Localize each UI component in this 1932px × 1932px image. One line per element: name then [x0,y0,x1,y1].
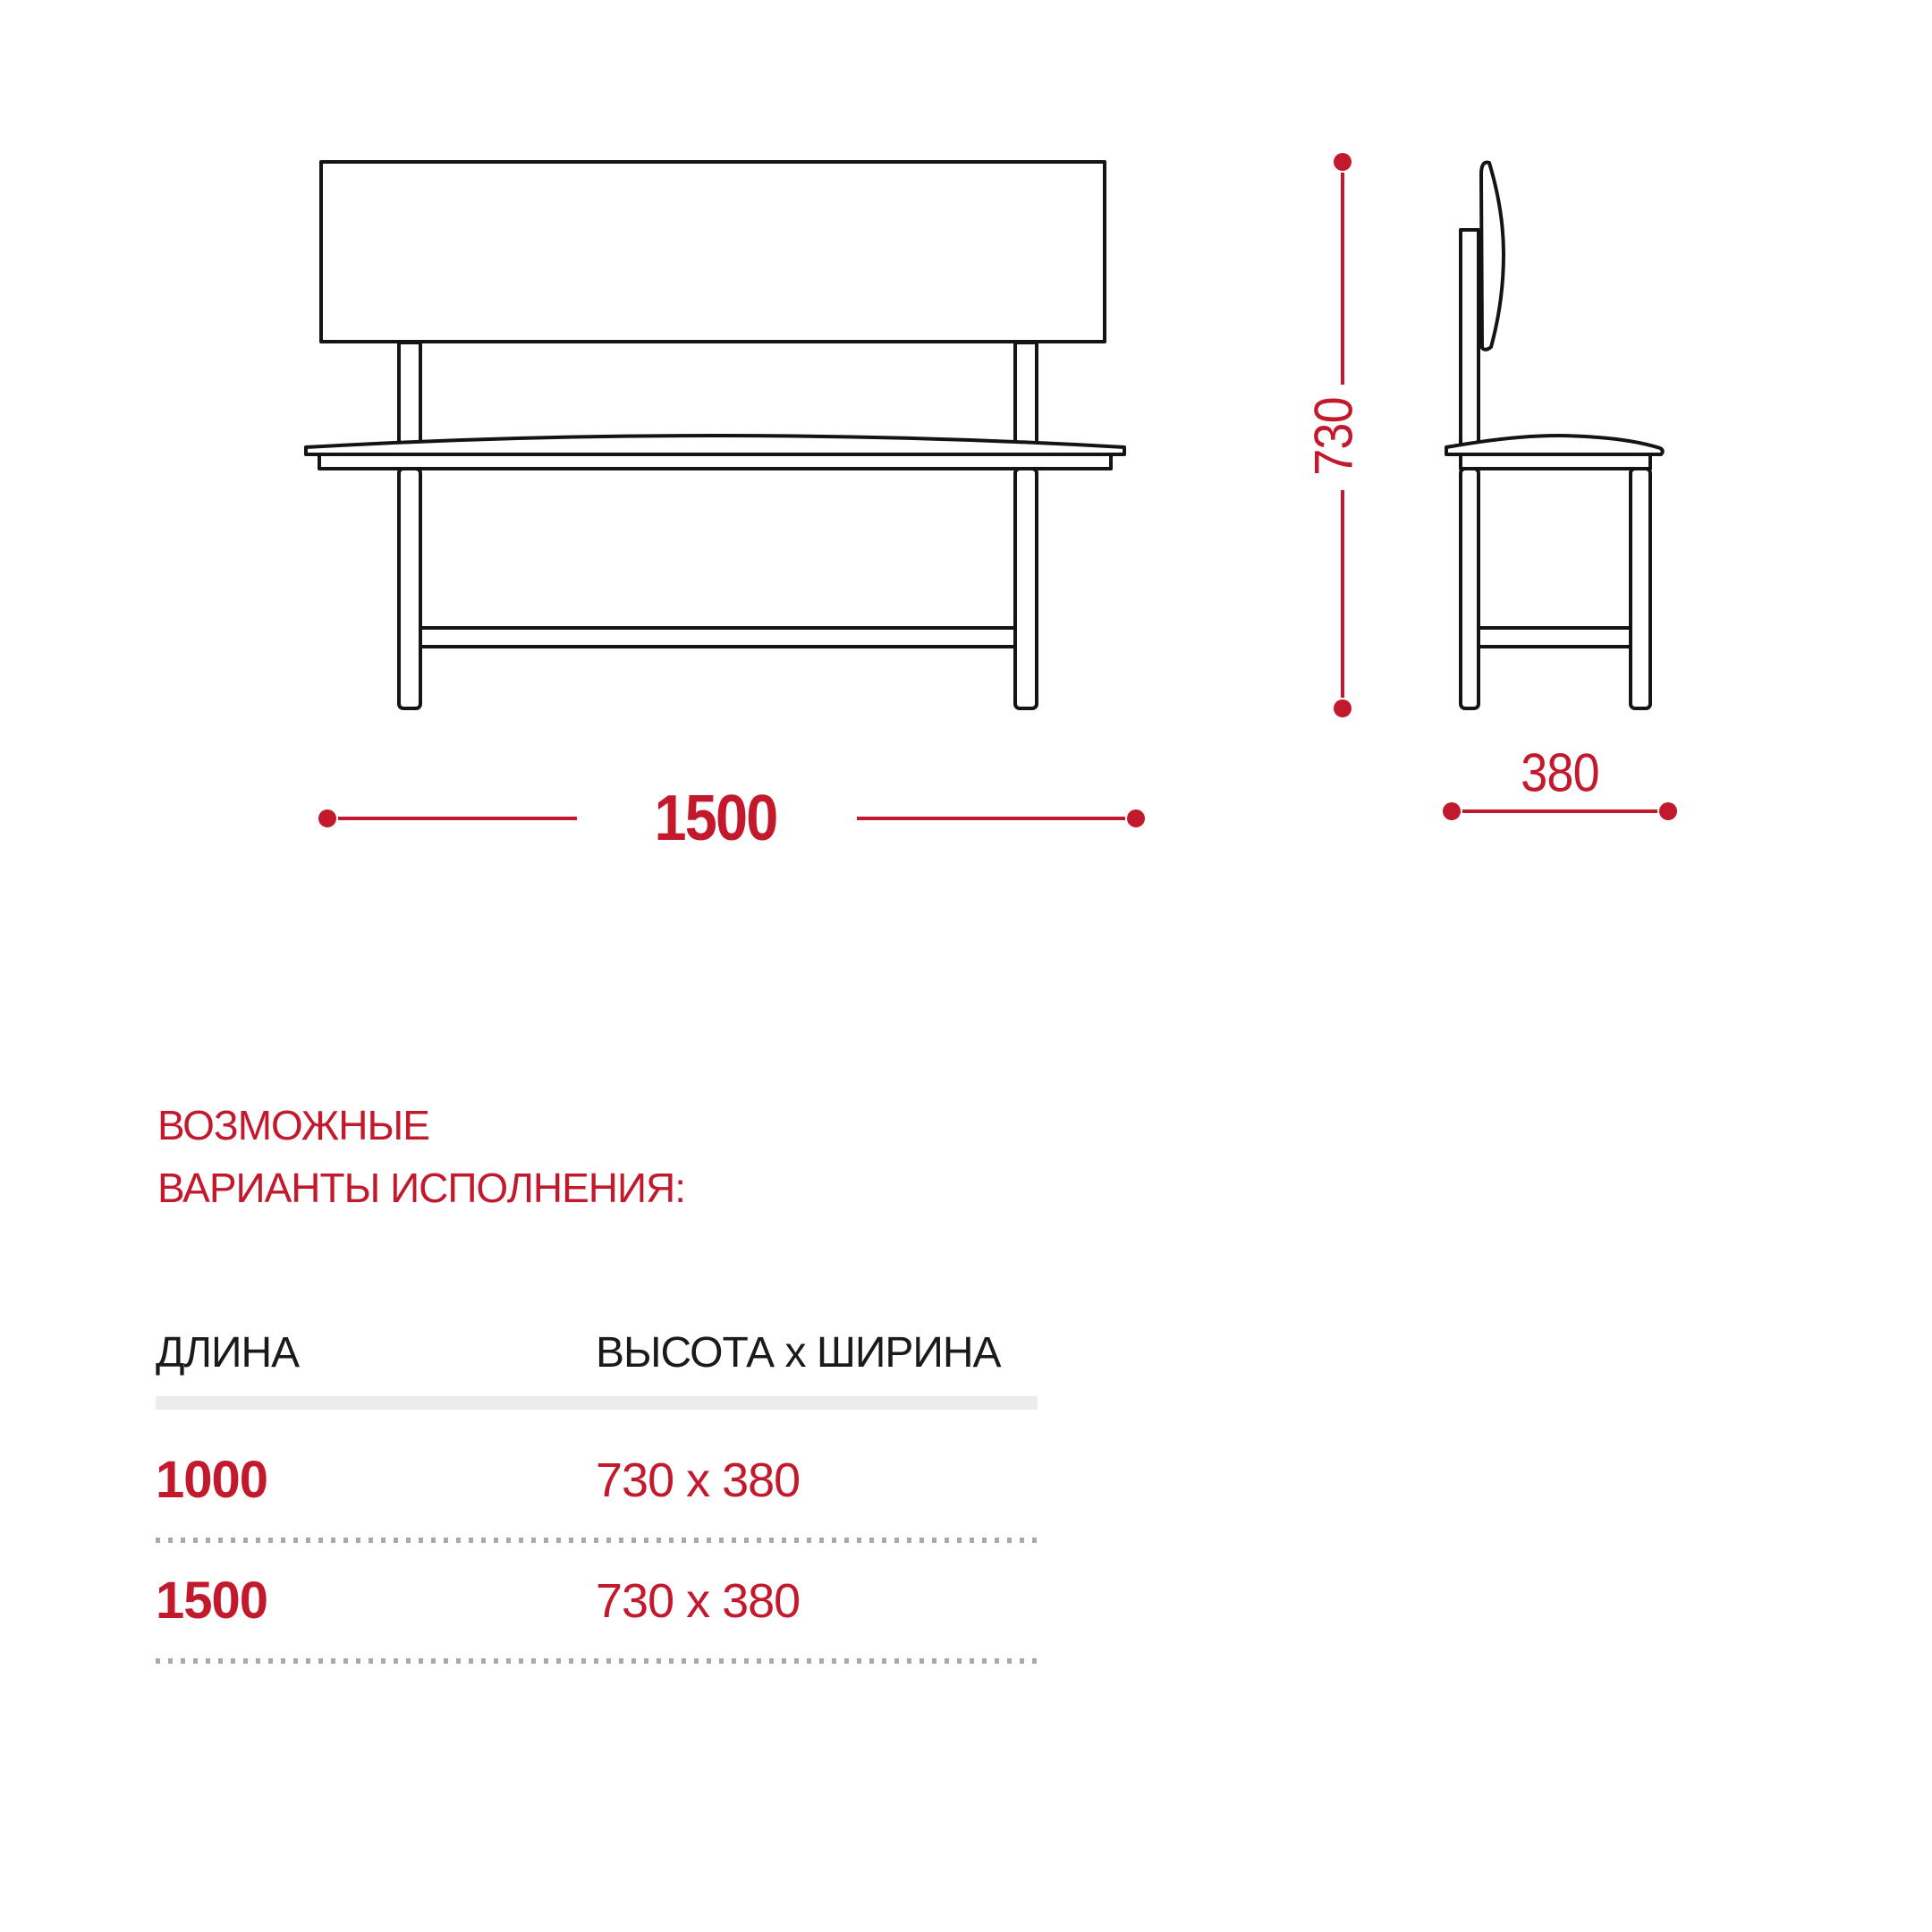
variants-title-line2: ВАРИАНТЫ ИСПОЛНЕНИЯ: [157,1165,686,1211]
dim-dot [318,809,336,827]
column-header-height-width: ВЫСОТА x ШИРИНА [596,1329,1001,1377]
variant-row [156,1449,1038,1512]
leg-left [399,469,420,708]
leg-right [1015,469,1037,708]
dim-dot [1443,802,1461,820]
variant-size: 730 x 380 [596,1453,801,1507]
back-post-left [399,343,420,443]
seat-apron [319,454,1111,469]
side-depth-dimension [1443,802,1677,820]
front-width-label: 1500 [654,783,777,854]
side-leg-front [1631,469,1650,708]
dim-dot [1659,802,1677,820]
side-seat-apron [1461,454,1650,469]
bench-side-view [1446,163,1663,708]
side-backrest-lens [1481,163,1504,350]
side-depth-label: 380 [1521,742,1599,803]
bench-front-view [306,162,1124,708]
dim-dot [1334,153,1352,171]
variant-length: 1000 [156,1451,268,1509]
column-header-length: ДЛИНА [156,1329,300,1377]
variants-table-header [156,1326,1038,1380]
variant-size: 730 x 380 [596,1574,801,1628]
header-divider-bar [156,1396,1038,1410]
variant-length: 1500 [156,1572,268,1630]
dim-dot [1334,699,1352,717]
side-back-post [1461,230,1479,453]
stretcher-bar [420,628,1015,647]
side-height-label: 730 [1303,397,1364,476]
side-leg-back [1461,469,1479,708]
backrest-panel [321,162,1105,342]
variant-row [156,1570,1038,1632]
side-stretcher-bar [1479,628,1631,647]
dim-dot [1127,809,1145,827]
seat-board [306,436,1124,454]
dotted-divider [156,1538,1038,1543]
variants-title-line1: ВОЗМОЖНЫЕ [157,1102,429,1148]
variants-title [157,1094,685,1219]
back-post-right [1015,343,1037,443]
dotted-divider [156,1658,1038,1664]
